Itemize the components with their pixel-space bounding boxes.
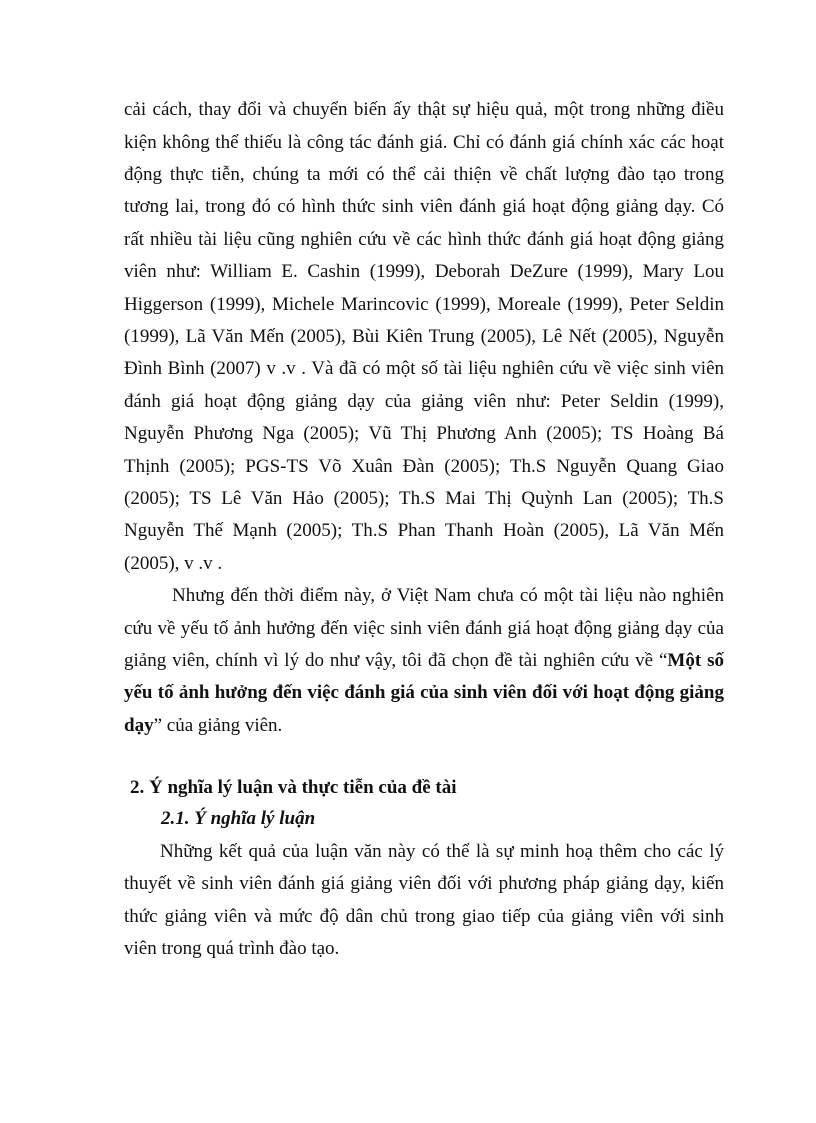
body-text-line: động thực tiễn, chúng ta mới có thể cải thiện về chất lượng đào tạo trong (124, 164, 724, 185)
body-text-line: viên như: William E. Cashin (1999), Deborah DeZure (1999), Mary Lou (124, 261, 724, 282)
body-text-line (124, 713, 724, 739)
body-text-line: Đình Bình (2007) v .v . Và đã có một số tài liệu nghiên cứu về việc sinh viên (124, 358, 724, 379)
body-text-line: thức giảng viên và mức độ dân chủ trong giao tiếp của giảng viên với sinh (124, 906, 724, 927)
body-text-line: đánh giá hoạt động giảng dạy của giảng viên như: Peter Seldin (1999), (124, 391, 724, 412)
body-text-line: Thịnh (2005); PGS-TS Võ Xuân Đàn (2005); Th.S Nguyễn Quang Giao (124, 456, 724, 477)
thesis-title-text: Một số (667, 650, 724, 671)
body-text-line: Những kết quả của luận văn này có thể là sự minh hoạ thêm cho các lý (160, 841, 724, 862)
body-text-span: ” của giảng viên. (153, 715, 283, 736)
body-text-line (124, 648, 724, 674)
body-text-line: (2005); TS Lê Văn Hảo (2005); Th.S Mai Thị Quỳnh Lan (2005); Th.S (124, 488, 724, 509)
body-text-span: giảng viên, chính vì lý do như vậy, tôi đã chọn đề tài nghiên cứu về “ (124, 650, 668, 671)
body-text-line: Nhưng đến thời điểm này, ở Việt Nam chưa có một tài liệu nào nghiên (172, 585, 724, 606)
body-text-line: rất nhiều tài liệu cũng nghiên cứu về các hình thức đánh giá hoạt động giảng (124, 229, 724, 250)
body-text-line: Nguyễn Thế Mạnh (2005); Th.S Phan Thanh Hoàn (2005), Lã Văn Mến (124, 520, 724, 541)
body-text-line: cứu về yếu tố ảnh hưởng đến việc sinh viên đánh giá hoạt động giảng dạy của (124, 618, 724, 639)
thesis-title-text: dạy (124, 715, 154, 736)
body-text-line: viên trong quá trình đào tạo. (124, 938, 340, 959)
subsection-heading: 2.1. Ý nghĩa lý luận (161, 808, 316, 829)
thesis-title-text: yếu tố ảnh hưởng đến việc đánh giá của sinh viên đối với hoạt động giảng (124, 682, 724, 703)
body-text-line: (1999), Lã Văn Mến (2005), Bùi Kiên Trung (2005), Lê Nết (2005), Nguyễn (124, 326, 724, 347)
body-text-line: cải cách, thay đổi và chuyển biến ấy thật sự hiệu quả, một trong những điều (124, 99, 724, 120)
body-text-line: thuyết về sinh viên đánh giá giảng viên đối với phương pháp giảng dạy, kiến (124, 873, 724, 894)
body-text-line: (2005), v .v . (124, 553, 223, 574)
body-text-line: kiện không thể thiếu là công tác đánh giá. Chỉ có đánh giá chính xác các hoạt (124, 132, 724, 153)
section-heading: 2. Ý nghĩa lý luận và thực tiễn của đề tài (130, 777, 457, 798)
body-text-line: tương lai, trong đó có hình thức sinh viên đánh giá hoạt động giảng dạy. Có (124, 196, 724, 217)
body-text-line: Nguyễn Phương Nga (2005); Vũ Thị Phương Anh (2005); TS Hoàng Bá (124, 423, 724, 444)
body-text-line: Higgerson (1999), Michele Marincovic (1999), Moreale (1999), Peter Seldin (124, 294, 724, 315)
